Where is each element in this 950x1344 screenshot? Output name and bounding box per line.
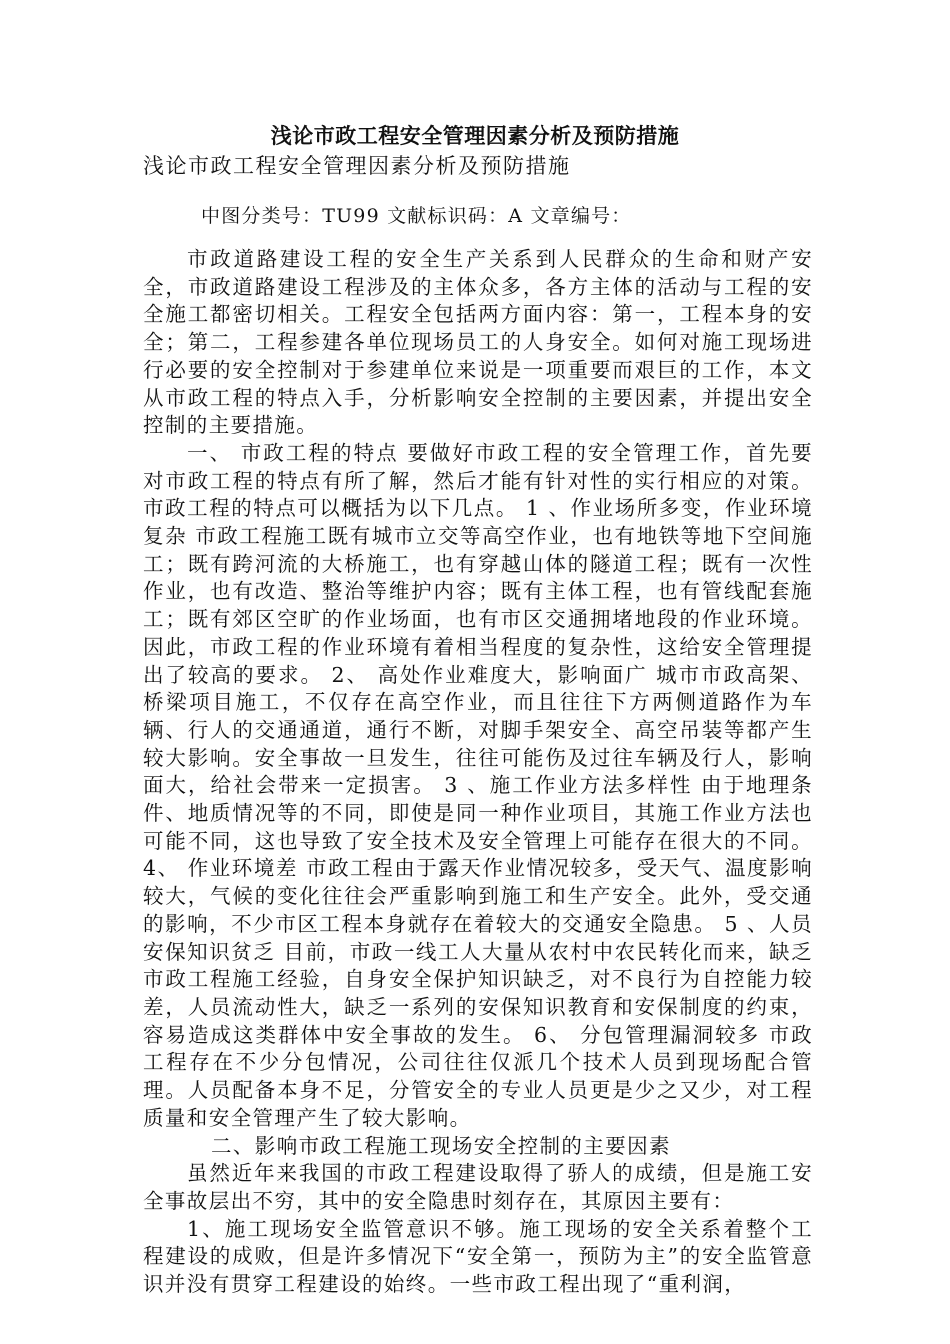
section-heading-two: 二、影响市政工程施工现场安全控制的主要因素 [211,1133,671,1158]
paragraph-section-two-intro: 虽然近年来我国的市政工程建设取得了骄人的成绩，但是施工安全事故层出不穷，其中的安全隐患时刻存在，其原因主要有： [143,1161,813,1213]
paragraph-section-one: 一、 市政工程的特点 要做好市政工程的安全管理工作，首先要对市政工程的特点有所了解，然后才能有针对性的实行相应的对策。市政工程的特点可以概括为以下几点。 1 、作业场所多变，作业环境复杂 市政工程施工既有城市立交等高空作业，也有地铁等地下空间施工；既有跨河流的大桥施工，也有穿越山体的隧道工程；既有一次性作业，也有改造、整治等维护内容；既有主体工程，也有管线配套施工；既有郊区空旷的作业场面，也有市区交通拥堵地段的作业环境。因此，市政工程的作业环境有着相当程度的复杂性，这给安全管理提出了较高的要求。 2、 高处作业难度大，影响面广 城市市政高架、桥梁项目施工，不仅存在高空作业，而且往往下方两侧道路作为车辆、行人的交通通道，通行不断，对脚手架安全、高空吊装等都产生较大影响。安全事故一旦发生，往往可能伤及过往车辆及行人，影响面大，给社会带来一定损害。 3 、施工作业方法多样性 由于地理条件、地质情况等的不同，即使是同一种作业项目，其施工作业方法也可能不同，这也导致了安全技术及安全管理上可能存在很大的不同。 4、 作业环境差 市政工程由于露天作业情况较多，受天气、温度影响较大，气候的变化往往会严重影响到施工和生产安全。此外，受交通的影响，不少市区工程本身就存在着较大的交通安全隐患。 5 、人员安保知识贫乏 目前，市政一线工人大量从农村中农民转化而来，缺乏市政工程施工经验，自身安全保护知识缺乏，对不良行为自控能力较差，人员流动性大，缺乏一系列的安保知识教育和安保制度的约束，容易造成这类群体中安全事故的发生。 6、 分包管理漏洞较多 市政工程存在不少分包情况，公司往往仅派几个技术人员到现场配合管理。人员配备本身不足，分管安全的专业人员更是少之又少，对工程质量和安全管理产生了较大影响。 [143,440,813,1130]
classification-line: 中图分类号：TU99 文献标识码：A 文章编号： [201,205,632,227]
paragraph-point-one: 1、施工现场安全监管意识不够。施工现场的安全关系着整个工程建设的成败，但是许多情况下“安全第一，预防为主”的安全监管意识并没有贯穿工程建设的始终。一些市政工程出现了“重利润， [143,1216,813,1297]
document-body [143,246,813,1299]
document-subtitle: 浅论市政工程安全管理因素分析及预防措施 [143,154,571,178]
document-title: 浅论市政工程安全管理因素分析及预防措施 [270,124,680,148]
paragraph-intro: 市政道路建设工程的安全生产关系到人民群众的生命和财产安全，市政道路建设工程涉及的主体众多，各方主体的活动与工程的安全施工都密切相关。工程安全包括两方面内容：第一，工程本身的安全；第二，工程参建各单位现场员工的人身安全。如何对施工现场进行必要的安全控制对于参建单位来说是一项重要而艰巨的工作，本文从市政工程的特点入手，分析影响安全控制的主要因素，并提出安全控制的主要措施。 [143,247,813,438]
